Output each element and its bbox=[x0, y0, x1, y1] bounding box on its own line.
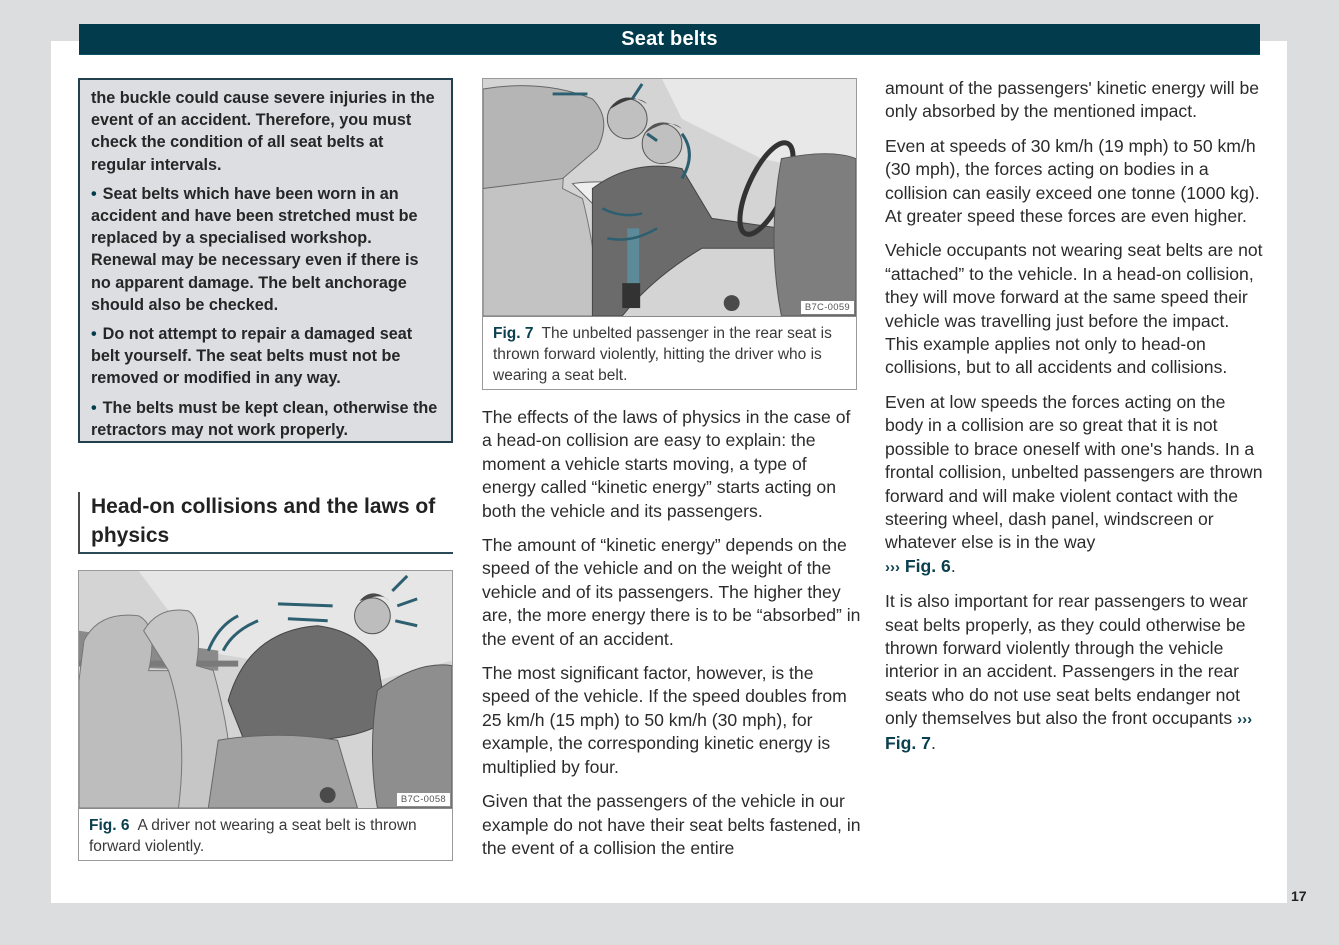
warning-bullet: • Seat belts which have been worn in an accident and have been stretched must be replaced by a specialised workshop. Renewal may be necessary even if there is no apparent damage. The belt anchorage should also be checked. bbox=[91, 183, 441, 316]
figure-code: B7C-0059 bbox=[801, 301, 854, 314]
figure-label: Fig. 6 bbox=[89, 817, 130, 834]
section-header-bar bbox=[79, 24, 1260, 55]
body-paragraph: amount of the passengers' kinetic energy will be only absorbed by the mentioned impact. bbox=[885, 78, 1260, 122]
car-interior-illustration-icon bbox=[79, 571, 452, 808]
body-paragraph: Given that the passengers of the vehicle in our example do not have their seat belts fastened, in the event of a collision the entire bbox=[482, 791, 861, 858]
rear-passenger-collision-illustration bbox=[483, 79, 856, 317]
warning-box bbox=[78, 78, 453, 443]
body-paragraph: The effects of the laws of physics in the case of a head-on collision are easy to explain: the moment a vehicle starts moving, a type of energy called “kinetic energy” starts acting on both the vehicle and its passengers. bbox=[482, 407, 851, 521]
driver-collision-illustration bbox=[79, 571, 452, 809]
figure-6 bbox=[78, 570, 453, 861]
figure-6-link[interactable]: Fig. 6 bbox=[904, 555, 951, 576]
figure-caption: Fig. 6 A driver not wearing a seat belt is thrown forward violently. bbox=[89, 817, 417, 855]
warning-bullet: • Do not attempt to repair a damaged seat belt yourself. The seat belts must not be removed or modified in any way. bbox=[91, 323, 441, 390]
warning-bullet: • The belts must be kept clean, otherwise the retractors may not work properly. bbox=[91, 397, 441, 441]
body-column-2 bbox=[482, 406, 862, 871]
body-paragraph: Even at low speeds the forces acting on the body in a collision are so great that it is not possible to brace oneself with one's hands. In a frontal collision, unbelted passengers are thrown forward and will make violent contact with the steering wheel, dash panel, windscreen or whatever else is in the way ››› Fig. 6. bbox=[885, 391, 1263, 576]
body-paragraph: It is also important for rear passengers to wear seat belts properly, as they could otherwise be thrown forward violently through the vehicle interior in an accident. Passengers in the rear seats who do not use seat belts endanger not only themselves but also the front occupants ››› Fig. 7. bbox=[885, 591, 1253, 753]
car-interior-illustration-icon bbox=[483, 79, 856, 316]
section-heading: Head-on collisions and the laws of physics bbox=[78, 492, 453, 554]
xref-arrow-icon: ››› bbox=[1237, 711, 1253, 729]
figure-7 bbox=[482, 78, 857, 390]
body-paragraph: The amount of “kinetic energy” depends on the speed of the vehicle and on the weight of the vehicle and of its passengers. The higher they are, the more energy there is to be “absorbed” in the event of an accident. bbox=[482, 535, 861, 649]
figure-code: B7C-0058 bbox=[397, 793, 450, 806]
xref-arrow-icon: ››› bbox=[885, 558, 900, 576]
figure-caption: Fig. 7 The unbelted passenger in the rear seat is thrown forward violently, hitting the driver who is wearing a seat belt. bbox=[493, 325, 832, 384]
figure-7-link[interactable]: Fig. 7 bbox=[885, 732, 931, 753]
page-number: 17 bbox=[1291, 888, 1307, 904]
body-column-3 bbox=[885, 77, 1265, 766]
body-paragraph: Even at speeds of 30 km/h (19 mph) to 50 km/h (30 mph), the forces acting on bodies in a collision can easily exceed one tonne (1000 kg). At greater speed these forces are even higher. bbox=[885, 135, 1260, 227]
figure-label: Fig. 7 bbox=[493, 325, 534, 342]
body-paragraph: The most significant factor, however, is the speed of the vehicle. If the speed doubles from 25 km/h (15 mph) to 50 km/h (30 mph), for example, the corresponding kinetic energy is multiplied by four. bbox=[482, 663, 847, 777]
section-title: Seat belts bbox=[621, 27, 718, 50]
warning-continuation: the buckle could cause severe injuries in the event of an accident. Therefore, you must check the condition of all seat belts at regular intervals. bbox=[91, 89, 435, 174]
body-paragraph: Vehicle occupants not wearing seat belts are not “attached” to the vehicle. In a head-on collision, they will move forward at the same speed their vehicle was travelling just before the impact. This example applies not only to head-on collisions, but to all accidents and collisions. bbox=[885, 240, 1263, 378]
